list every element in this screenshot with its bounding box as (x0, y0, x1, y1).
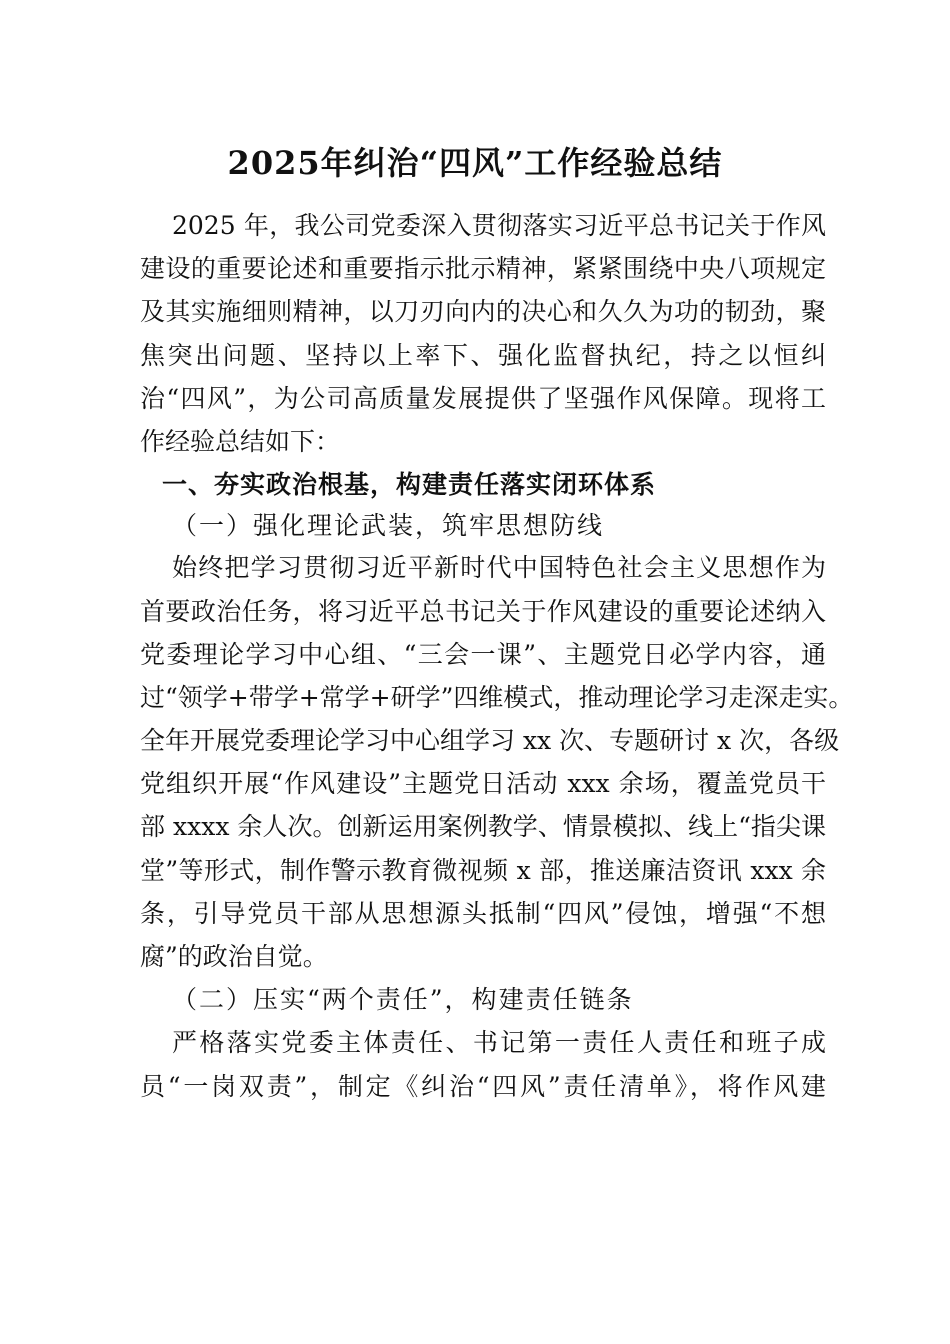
paragraph-line: 全年开展党委理论学习中心组学习 xx 次、专题研讨 x 次，各级 (140, 726, 840, 756)
paragraph-line: 部 xxxx 余人次。创新运用案例教学、情景模拟、线上“指尖课 (140, 812, 826, 842)
paragraph-line: 治“四风”，为公司高质量发展提供了坚强作风保障。现将工 (140, 383, 826, 413)
subsection-heading: （二）压实“两个责任”，构建责任链条 (172, 985, 634, 1015)
paragraph-line: 及其实施细则精神，以刀刃向内的决心和久久为功的韧劲，聚 (140, 297, 826, 327)
section-heading: 一、夯实政治根基，构建责任落实闭环体系 (162, 470, 657, 500)
paragraph-line: 首要政治任务，将习近平总书记关于作风建设的重要论述纳入 (140, 596, 826, 626)
paragraph-line: 始终把学习贯彻习近平新时代中国特色社会主义思想作为 (172, 553, 826, 583)
paragraph-line: 建设的重要论述和重要指示批示精神，紧紧围绕中央八项规定 (140, 254, 826, 284)
paragraph-line: 过“领学+带学+常学+研学”四维模式，推动理论学习走深走实。 (140, 682, 854, 712)
paragraph-line: 党组织开展“作风建设”主题党日活动 xxx 余场，覆盖党员干 (140, 769, 826, 799)
paragraph-line: 严格落实党委主体责任、书记第一责任人责任和班子成 (172, 1028, 826, 1058)
paragraph-line: 条，引导党员干部从思想源头抵制“四风”侵蚀，增强“不想 (140, 898, 826, 928)
paragraph-line: 作经验总结如下： (140, 426, 341, 456)
paragraph-line: 焦突出问题、坚持以上率下、强化监督执纪，持之以恒纠 (140, 340, 826, 370)
paragraph-line: 2025 年，我公司党委深入贯彻落实习近平总书记关于作风 (172, 211, 826, 240)
paragraph-line: 员“一岗双责”，制定《纠治“四风”责任清单》，将作风建 (140, 1071, 826, 1101)
document-body (140, 204, 854, 1108)
paragraph-line: 腐”的政治自觉。 (140, 942, 328, 971)
document-title: 2025年纠治“四风”工作经验总结 (227, 144, 723, 182)
paragraph-line: 党委理论学习中心组、“三会一课”、主题党日必学内容，通 (140, 639, 826, 669)
subsection-heading: （一）强化理论武装，筑牢思想防线 (172, 511, 605, 541)
paragraph-line: 堂”等形式，制作警示教育微视频 x 部，推送廉洁资讯 xxx 余 (140, 855, 826, 885)
